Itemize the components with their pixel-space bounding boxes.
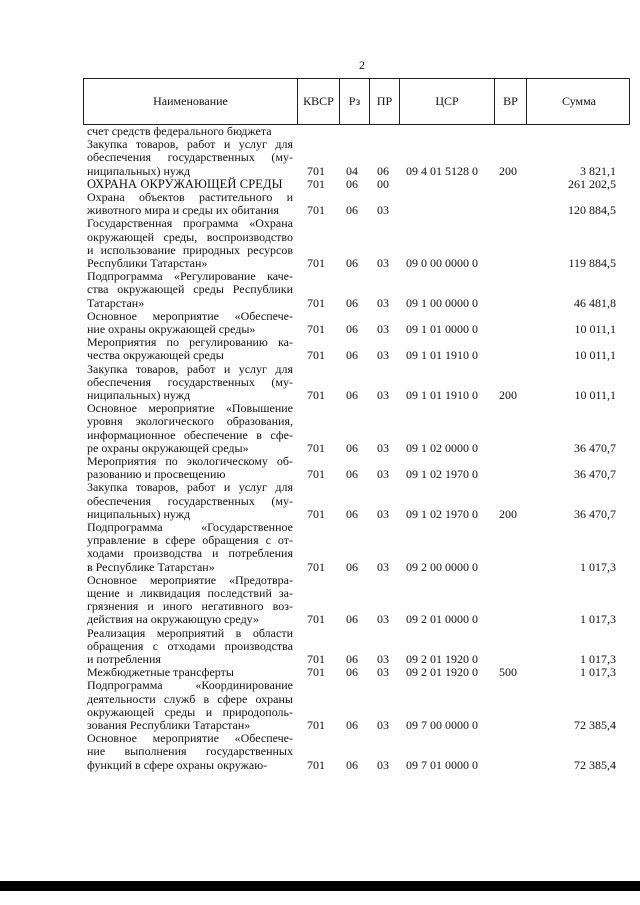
row-name-line: ниципальных) нужд [87, 163, 191, 178]
table-row [0, 574, 640, 627]
row-kvsr: 701 [307, 467, 325, 482]
header-kvsr: КВСР [297, 79, 339, 124]
row-name-line: Основное мероприятие «Обеспече- [87, 731, 293, 746]
row-sum: 36 470,7 [574, 506, 616, 521]
row-name [87, 310, 293, 336]
row-vr [494, 468, 522, 481]
row-name [87, 217, 293, 270]
row-name-line: информационное обеспечение в сфе- [87, 427, 293, 442]
row-name-line: обеспечения государственных (му- [87, 150, 293, 165]
table-row [0, 732, 640, 772]
table-row [0, 627, 640, 667]
row-rz: 04 [346, 163, 358, 178]
header-csr: ЦСР [399, 79, 494, 124]
row-name-line: разованию и просвещению [87, 467, 226, 482]
row-sum: 119 884,5 [568, 255, 616, 270]
table-row [0, 402, 640, 455]
row-sum: 10 011,1 [574, 321, 616, 336]
row-name-line: и использование природных ресурсов [87, 242, 293, 257]
row-name-line: зования Республики Татарстан» [87, 717, 251, 732]
row-name-line: и потребления [87, 651, 161, 666]
row-name-line: ниципальных) нужд [87, 387, 191, 402]
row-name-line: Межбюджетные трансферты [87, 665, 234, 680]
row-name-line: Основное мероприятие «Обеспече- [87, 308, 293, 323]
row-name-line: окружающей среды, воспроизводство [87, 229, 293, 244]
row-vr [494, 349, 522, 362]
row-kvsr: 701 [307, 163, 325, 178]
row-kvsr: 701 [307, 176, 325, 191]
row-pr: 03 [377, 559, 389, 574]
row-vr [494, 759, 522, 772]
row-pr: 03 [377, 665, 389, 680]
row-name [87, 138, 293, 178]
row-csr [402, 125, 482, 138]
row-vr: 200 [499, 506, 517, 521]
row-csr: 09 2 01 1920 0 [406, 651, 478, 666]
row-name-line: ре охраны окружающей среды» [87, 440, 249, 455]
row-name-line: счет средств федерального бюджета [87, 124, 272, 138]
row-rz: 06 [346, 348, 358, 363]
row-rz: 06 [346, 506, 358, 521]
row-name-line: Подпрограмма «Координирование [87, 678, 293, 693]
row-name-line: деятельности служб в сфере охраны [87, 691, 293, 706]
row-pr: 03 [377, 295, 389, 310]
header-sum: Сумма [526, 79, 631, 124]
row-vr [494, 125, 522, 138]
row-pr: 03 [377, 506, 389, 521]
row-name-line: ОХРАНА ОКРУЖАЮЩЕЙ СРЕДЫ [87, 176, 283, 191]
row-name-line: Подпрограмма «Регулирование каче- [87, 269, 293, 284]
row-name [87, 574, 293, 627]
row-vr: 200 [499, 387, 517, 402]
row-kvsr: 701 [307, 559, 325, 574]
row-name [87, 363, 293, 403]
row-sum: 1 017,3 [580, 665, 616, 680]
row-pr: 03 [377, 440, 389, 455]
row-pr: 03 [377, 348, 389, 363]
row-name-line: ства окружающей среды Республики [87, 282, 293, 297]
row-name-line: уровня экологического образования, [87, 414, 293, 429]
row-name-line: щение и ликвидация последствий за- [87, 585, 293, 600]
row-name [87, 666, 293, 679]
row-pr: 00 [377, 176, 389, 191]
row-name-line: грязнения и иного негативного воз- [87, 599, 293, 614]
scan-edge-bar [0, 881, 640, 891]
row-vr [494, 257, 522, 270]
row-name-line: Охрана объектов растительного и [87, 190, 293, 204]
row-vr [494, 719, 522, 732]
row-csr: 09 1 00 0000 0 [406, 295, 478, 310]
row-name-line: обеспечения государственных (му- [87, 374, 293, 389]
row-name [87, 481, 293, 521]
row-rz: 06 [346, 757, 358, 772]
row-name [87, 732, 293, 772]
row-name-line: Татарстан» [87, 295, 145, 310]
row-name-line: ниципальных) нужд [87, 506, 191, 521]
row-sum: 72 385,4 [574, 717, 616, 732]
header-vr: ВР [494, 79, 526, 124]
row-name-line: Закупка товаров, работ и услуг для [87, 361, 293, 376]
row-name-line: ние охраны окружающей среды» [87, 321, 256, 336]
row-csr [402, 204, 482, 217]
row-name [87, 191, 293, 217]
row-name-line: Мероприятия по экологическому об- [87, 454, 293, 468]
row-pr: 03 [377, 203, 389, 218]
header-rz: Рз [339, 79, 369, 124]
row-csr: 09 1 02 1970 0 [406, 506, 478, 521]
row-kvsr: 701 [307, 348, 325, 363]
row-name-line: Реализация мероприятий в области [87, 625, 293, 640]
row-csr: 09 1 01 1910 0 [406, 348, 478, 363]
table-row [0, 138, 640, 178]
row-pr: 03 [377, 612, 389, 627]
row-kvsr: 701 [307, 665, 325, 680]
row-kvsr: 701 [307, 440, 325, 455]
row-rz: 06 [346, 255, 358, 270]
row-kvsr: 701 [307, 203, 325, 218]
row-name [87, 270, 293, 310]
row-csr: 09 2 01 1920 0 [406, 665, 478, 680]
row-pr: 06 [377, 163, 389, 178]
row-rz: 06 [346, 176, 358, 191]
row-sum: 1 017,3 [580, 612, 616, 627]
row-vr [494, 653, 522, 666]
row-name [87, 455, 293, 481]
row-name-line: Государственная программа «Охрана [87, 216, 293, 231]
row-rz: 06 [346, 295, 358, 310]
row-vr [494, 613, 522, 626]
row-vr [494, 323, 522, 336]
row-sum: 1 017,3 [580, 559, 616, 574]
row-name-line: управление в сфере обращения с от- [87, 533, 293, 548]
row-csr: 09 7 00 0000 0 [406, 717, 478, 732]
row-name-line: Закупка товаров, работ и услуг для [87, 137, 293, 152]
table-row [0, 521, 640, 574]
table-row [0, 363, 640, 403]
row-name-line: в Республике Татарстан» [87, 559, 215, 574]
table-row [0, 481, 640, 521]
row-pr: 03 [377, 321, 389, 336]
row-vr: 200 [499, 163, 517, 178]
table-row [0, 666, 640, 679]
row-csr: 09 2 01 0000 0 [406, 612, 478, 627]
row-rz: 06 [346, 387, 358, 402]
row-name [87, 178, 293, 191]
row-name-line: действия на окружающую среду» [87, 612, 259, 627]
row-csr: 09 1 01 0000 0 [406, 321, 478, 336]
table-row [0, 191, 640, 217]
row-name-line: чества окружающей среды [87, 348, 224, 363]
header-name: Наименование [153, 94, 228, 108]
row-csr: 09 1 02 1970 0 [406, 467, 478, 482]
row-csr: 09 1 01 1910 0 [406, 387, 478, 402]
row-sum: 120 884,5 [568, 203, 616, 218]
row-rz: 06 [346, 651, 358, 666]
row-pr [370, 125, 396, 138]
row-rz: 06 [346, 665, 358, 680]
table-row [0, 270, 640, 310]
row-name-line: Основное мероприятие «Предотвра- [87, 572, 293, 587]
row-csr: 09 0 00 0000 0 [406, 255, 478, 270]
row-kvsr: 701 [307, 387, 325, 402]
row-vr [494, 297, 522, 310]
table-row [0, 217, 640, 270]
row-sum: 1 017,3 [580, 651, 616, 666]
row-sum: 10 011,1 [574, 387, 616, 402]
row-sum [532, 125, 616, 138]
row-kvsr: 701 [307, 255, 325, 270]
row-name-line: Закупка товаров, работ и услуг для [87, 480, 293, 495]
row-vr [494, 204, 522, 217]
table-row [0, 310, 640, 336]
row-rz: 06 [346, 559, 358, 574]
row-sum: 36 470,7 [574, 440, 616, 455]
row-rz: 06 [346, 440, 358, 455]
row-name-line: функций в сфере охраны окружаю- [87, 757, 268, 772]
row-pr: 03 [377, 651, 389, 666]
row-vr [494, 561, 522, 574]
row-csr: 09 2 00 0000 0 [406, 559, 478, 574]
row-name-line: животного мира и среды их обитания [87, 203, 279, 218]
row-pr: 03 [377, 757, 389, 772]
table-row [0, 178, 640, 191]
table-row [0, 455, 640, 481]
row-kvsr: 701 [307, 295, 325, 310]
row-sum: 46 481,8 [574, 295, 616, 310]
row-name [87, 521, 293, 574]
row-kvsr: 701 [307, 612, 325, 627]
row-name-line: ние выполнения государственных [87, 744, 293, 759]
row-pr: 03 [377, 255, 389, 270]
row-name-line: ходами производства и потребления [87, 546, 293, 561]
row-sum: 36 470,7 [574, 467, 616, 482]
row-sum: 3 821,1 [580, 163, 616, 178]
row-pr: 03 [377, 467, 389, 482]
row-csr: 09 7 01 0000 0 [406, 757, 478, 772]
row-rz: 06 [346, 467, 358, 482]
page-number: 2 [359, 58, 365, 72]
row-sum: 261 202,5 [568, 176, 616, 191]
row-rz: 06 [346, 612, 358, 627]
row-kvsr: 701 [307, 321, 325, 336]
row-sum: 10 011,1 [574, 348, 616, 363]
header-pr: ПР [369, 79, 399, 124]
row-kvsr: 701 [307, 651, 325, 666]
row-name-line: Основное мероприятие «Повышение [87, 401, 293, 416]
row-rz: 06 [346, 321, 358, 336]
row-csr: 09 4 01 5128 0 [406, 163, 478, 178]
table-row [0, 336, 640, 362]
row-name-line: обращения с отходами производства [87, 638, 293, 653]
row-name [87, 402, 293, 455]
row-sum: 72 385,4 [574, 757, 616, 772]
row-name-line: окружающей среды и природополь- [87, 704, 293, 719]
row-name-line: Подпрограмма «Государственное [87, 520, 293, 534]
row-vr [494, 442, 522, 455]
row-rz: 06 [346, 203, 358, 218]
row-csr [402, 178, 482, 191]
row-name [87, 627, 293, 667]
row-rz: 06 [346, 717, 358, 732]
row-kvsr [302, 125, 330, 138]
table-row [0, 679, 640, 732]
row-vr: 500 [499, 665, 517, 680]
row-kvsr: 701 [307, 757, 325, 772]
row-kvsr: 701 [307, 506, 325, 521]
row-kvsr: 701 [307, 717, 325, 732]
row-name [87, 336, 293, 362]
row-pr: 03 [377, 717, 389, 732]
row-rz [339, 125, 365, 138]
row-pr: 03 [377, 387, 389, 402]
row-csr: 09 1 02 0000 0 [406, 440, 478, 455]
row-name-line: обеспечения государственных (му- [87, 493, 293, 508]
row-name-line: Мероприятия по регулированию ка- [87, 335, 293, 350]
row-name [87, 679, 293, 732]
row-name-line: Республики Татарстан» [87, 255, 208, 270]
row-vr [494, 178, 522, 191]
